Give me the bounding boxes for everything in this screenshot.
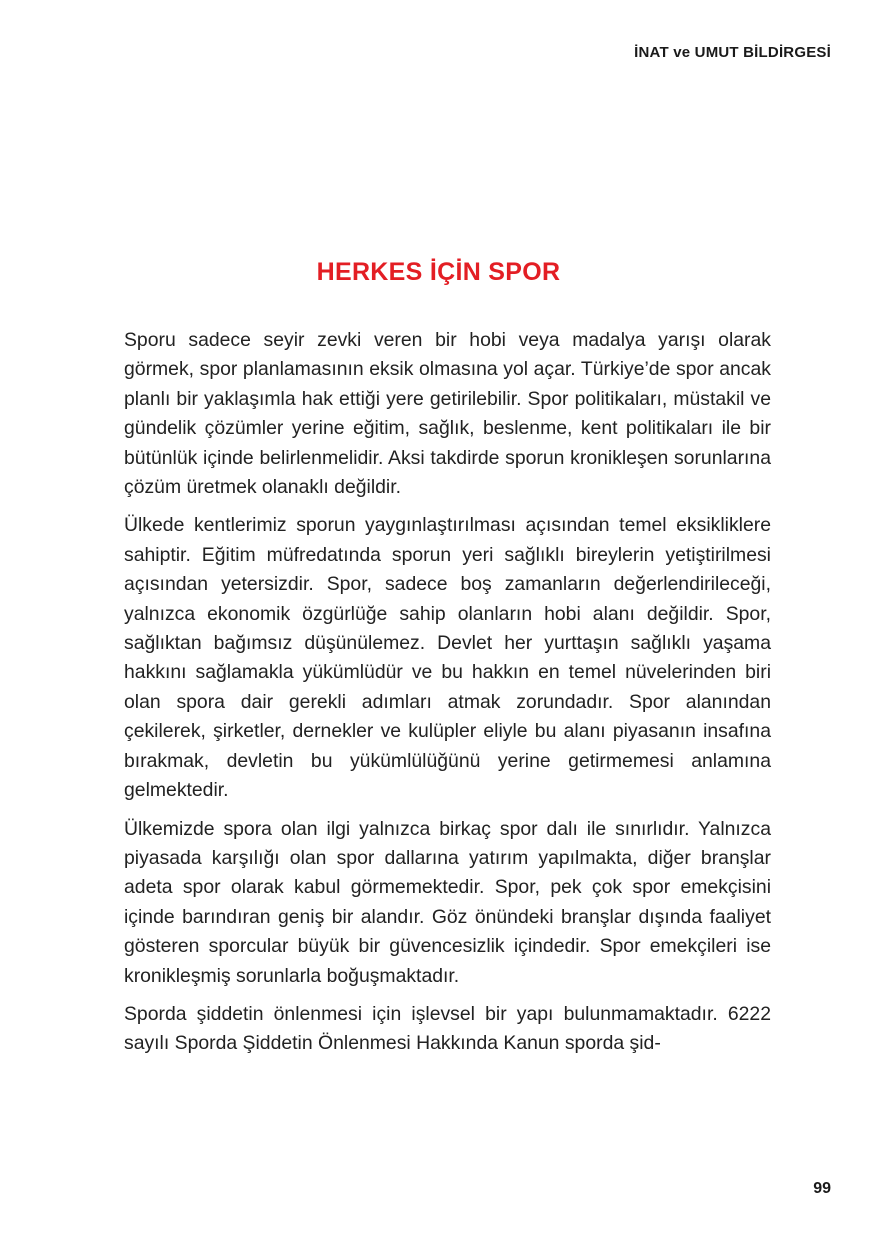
- paragraph-4: Sporda şiddetin önlenmesi için işlevsel bir yapı bulunmamaktadır. 6222 sayılı Sporda Şiddetin Önlenmesi Hakkında Kanun sporda şid-: [124, 1002, 771, 1055]
- paragraph-3: Ülkemizde spora olan ilgi yalnızca birkaç spor dalı ile sınırlıdır. Yalnızca piyasada karşılığı olan spor dallarına yatırım yapılmakta, diğer branşlar adeta spor olarak kabul görmemektedir. Spor, pek çok spor emekçisini içinde barındıran geniş bir alandır. Göz önündeki branşlar dışında faaliyet gösteren sporcular büyük bir güvencesizlik içindedir. Spor emekçileri ise kronikleşmiş sorunlarla boğuşmaktadır.: [124, 817, 771, 987]
- body-text: [124, 326, 771, 1068]
- section-title: HERKES İÇİN SPOR: [316, 258, 561, 286]
- running-header: İNAT ve UMUT BİLDİRGESİ: [634, 44, 831, 61]
- paragraph-1: Sporu sadece seyir zevki veren bir hobi veya madalya yarışı olarak görmek, spor planlamasının eksik olmasına yol açar. Türkiye’de spor ancak planlı bir yaklaşımla hak ettiği yere getirilebilir. Spor politikaları, müstakil ve gündelik çözümler yerine eğitim, sağlık, beslenme, kent politikaları ile bir bütünlük içinde belirlenmelidir. Aksi takdirde sporun kronikleşen sorunlarına çözüm üretmek olanaklı değildir.: [124, 329, 771, 499]
- page-number: 99: [813, 1180, 831, 1197]
- paragraph-2: Ülkede kentlerimiz sporun yaygınlaştırılması açısından temel eksikliklere sahiptir. Eğitim müfredatında sporun yeri sağlıklı bireylerin yetiştirilmesi açısından yetersizdir. Spor, sadece boş zamanların değerlendirileceği, yalnızca ekonomik özgürlüğe sahip olanların hobi alanı değildir. Spor, sağlıktan bağımsız düşünülemez. Devlet her yurttaşın sağlıklı yaşama hakkını sağlamakla yükümlüdür ve bu hakkın en temel nüvelerinden biri olan spora dair gerekli adımları atmak zorundadır. Spor alanından çekilerek, şirketler, dernekler ve kulüpler eliyle bu alanı piyasanın insafına bırakmak, devletin bu yükümlülüğünü yerine getirmemesi anlamına gelmektedir.: [124, 514, 771, 802]
